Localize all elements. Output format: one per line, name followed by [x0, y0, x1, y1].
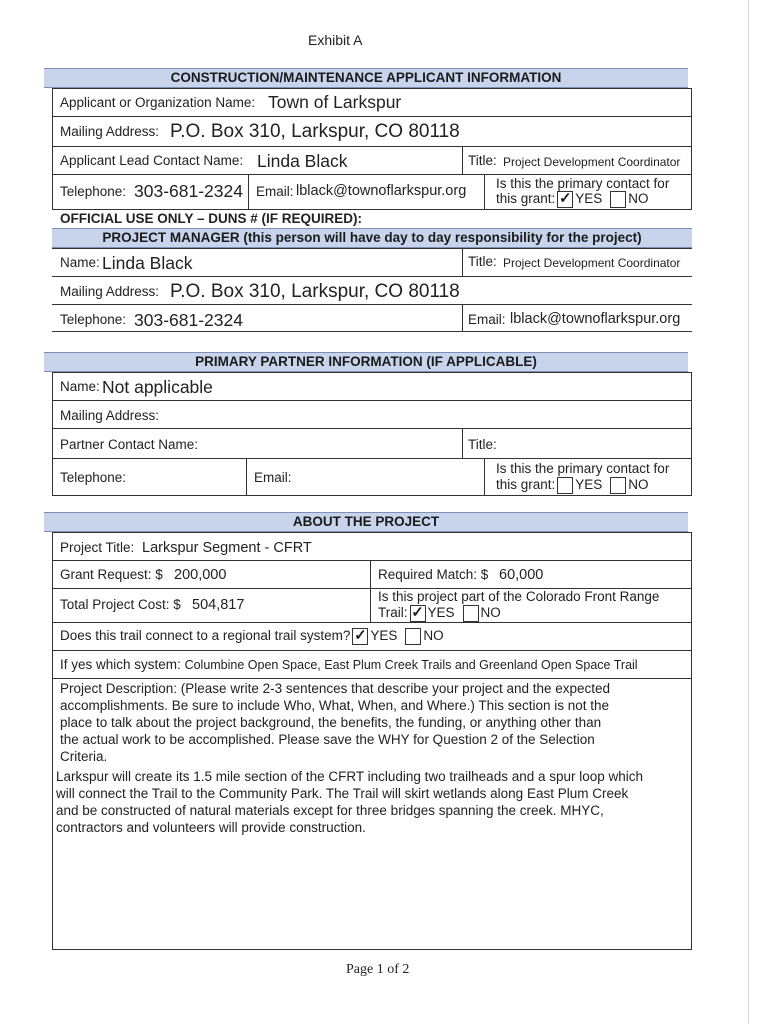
instruction-line: Criteria.: [60, 749, 108, 764]
regional-no-checkbox[interactable]: [405, 628, 421, 645]
required-match-label: Required Match: $: [378, 567, 489, 582]
partner-no-checkbox[interactable]: [610, 477, 626, 494]
primary-contact-question: Is this the primary contact for: [496, 176, 670, 191]
section-bar-project-manager: PROJECT MANAGER (this person will have day to day responsibility for the project): [52, 228, 692, 248]
mailing-address-label: Mailing Address:: [60, 124, 160, 139]
instruction-line: accomplishments. Be sure to include Who, What, When, and Where.) This section is not the: [60, 698, 609, 713]
instruction-line: Project Description: (Please write 2-3 sentences that describe your project and the expected: [60, 681, 611, 696]
description-line: and be constructed of natural materials except for three bridges spanning the creek. MHYC,: [56, 803, 604, 818]
required-match-field[interactable]: 60,000: [499, 567, 544, 583]
instruction-line: the actual work to be accomplished. Please save the WHY for Question 2 of the Selection: [60, 732, 595, 747]
yes-label: YES: [575, 191, 603, 207]
applicant-name-label: Applicant or Organization Name:: [60, 95, 256, 110]
section-bar-about: ABOUT THE PROJECT: [44, 512, 688, 532]
description-line: will connect the Trail to the Community Park. The Trail will skirt wetlands along East Plum Creek: [56, 786, 629, 801]
partner-primary-question: Is this the primary contact for: [496, 461, 670, 476]
cfrt-question: Is this project part of the Colorado Front Range: [378, 589, 660, 604]
manager-mailing-label: Mailing Address:: [60, 284, 160, 299]
manager-title-field[interactable]: Project Development Coordinator: [503, 256, 681, 270]
regional-trail-question: Does this trail connect to a regional trail system?: [60, 628, 351, 644]
partner-title-label: Title:: [468, 437, 497, 452]
partner-mailing-label: Mailing Address:: [60, 408, 160, 423]
official-use-duns: OFFICIAL USE ONLY – DUNS # (IF REQUIRED):: [60, 211, 363, 226]
partner-name-field[interactable]: Not applicable: [102, 377, 213, 397]
description-line: contractors and volunteers will provide construction.: [56, 820, 366, 835]
telephone-label: Telephone:: [60, 184, 127, 199]
lead-contact-field[interactable]: Linda Black: [257, 151, 348, 171]
email-field[interactable]: lblack@townoflarkspur.org: [296, 183, 467, 199]
email-label: Email:: [256, 184, 294, 199]
mailing-address-field[interactable]: P.O. Box 310, Larkspur, CO 80118: [170, 121, 460, 142]
description-line: Larkspur will create its 1.5 mile section of the CFRT including two trailheads and a spur loop which: [56, 769, 644, 784]
system-row: [60, 657, 638, 672]
project-description-field[interactable]: [56, 768, 643, 836]
regional-yes-label: YES: [370, 628, 398, 644]
regional-yes-checkbox[interactable]: ✓: [354, 627, 367, 644]
section-bar-applicant: CONSTRUCTION/MAINTENANCE APPLICANT INFORMATION: [44, 68, 688, 88]
no-checkbox[interactable]: [610, 191, 626, 208]
regional-no-label: NO: [423, 628, 444, 644]
yes-checkbox[interactable]: ✓: [558, 190, 572, 207]
cfrt-answer: Trail: ✓ YES NO: [378, 604, 501, 621]
partner-no-label: NO: [628, 477, 649, 493]
manager-telephone-field[interactable]: 303-681-2324: [134, 310, 243, 330]
applicant-name-field[interactable]: Town of Larkspur: [268, 92, 402, 112]
partner-yes-checkbox[interactable]: [557, 477, 573, 494]
manager-mailing-field[interactable]: P.O. Box 310, Larkspur, CO 80118: [170, 281, 460, 302]
manager-email-field[interactable]: lblack@townoflarkspur.org: [510, 311, 681, 327]
manager-email-label: Email:: [468, 312, 506, 327]
manager-title-label: Title:: [468, 254, 497, 269]
partner-contact-label: Partner Contact Name:: [60, 437, 199, 452]
regional-trail-row: [60, 628, 444, 645]
partner-telephone-label: Telephone:: [60, 470, 127, 485]
exhibit-label: Exhibit A: [308, 32, 363, 48]
page-number: Page 1 of 2: [346, 962, 410, 977]
partner-email-label: Email:: [254, 470, 292, 485]
partner-name-label: Name:: [60, 379, 100, 394]
cfrt-yes-label: YES: [427, 605, 455, 621]
cfrt-yes-checkbox[interactable]: ✓: [411, 604, 424, 621]
cfrt-no-label: NO: [480, 605, 501, 621]
system-field[interactable]: Columbine Open Space, East Plum Creek Trails and Greenland Open Space Trail: [184, 658, 638, 672]
system-label: If yes which system:: [60, 657, 181, 672]
lead-title-label: Title:: [468, 153, 497, 168]
manager-telephone-label: Telephone:: [60, 312, 127, 327]
partner-primary-grant: this grant: YES NO: [496, 477, 649, 493]
no-label: NO: [628, 191, 649, 207]
manager-name-field[interactable]: Linda Black: [102, 253, 193, 273]
grant-request-field[interactable]: 200,000: [174, 567, 227, 583]
telephone-field[interactable]: 303-681-2324: [134, 181, 243, 201]
partner-yes-label: YES: [575, 477, 603, 493]
total-cost-field[interactable]: 504,817: [192, 597, 245, 613]
grant-request-label: Grant Request: $: [60, 567, 163, 582]
project-title-field[interactable]: Larkspur Segment - CFRT: [142, 540, 312, 556]
scan-edge: [748, 0, 749, 1024]
instruction-line: place to talk about the project background, the benefits, the funding, or anything other than: [60, 715, 602, 730]
manager-name-label: Name:: [60, 255, 100, 270]
total-cost-label: Total Project Cost: $: [60, 597, 181, 612]
lead-title-field[interactable]: Project Development Coordinator: [503, 155, 681, 169]
project-description-instructions: [60, 680, 610, 765]
lead-contact-label: Applicant Lead Contact Name:: [60, 153, 244, 168]
project-title-label: Project Title:: [60, 540, 135, 555]
primary-contact-grant: this grant: ✓ YES NO: [496, 190, 649, 207]
cfrt-no-checkbox[interactable]: [463, 605, 479, 622]
section-bar-partner: PRIMARY PARTNER INFORMATION (IF APPLICABLE): [44, 352, 688, 372]
